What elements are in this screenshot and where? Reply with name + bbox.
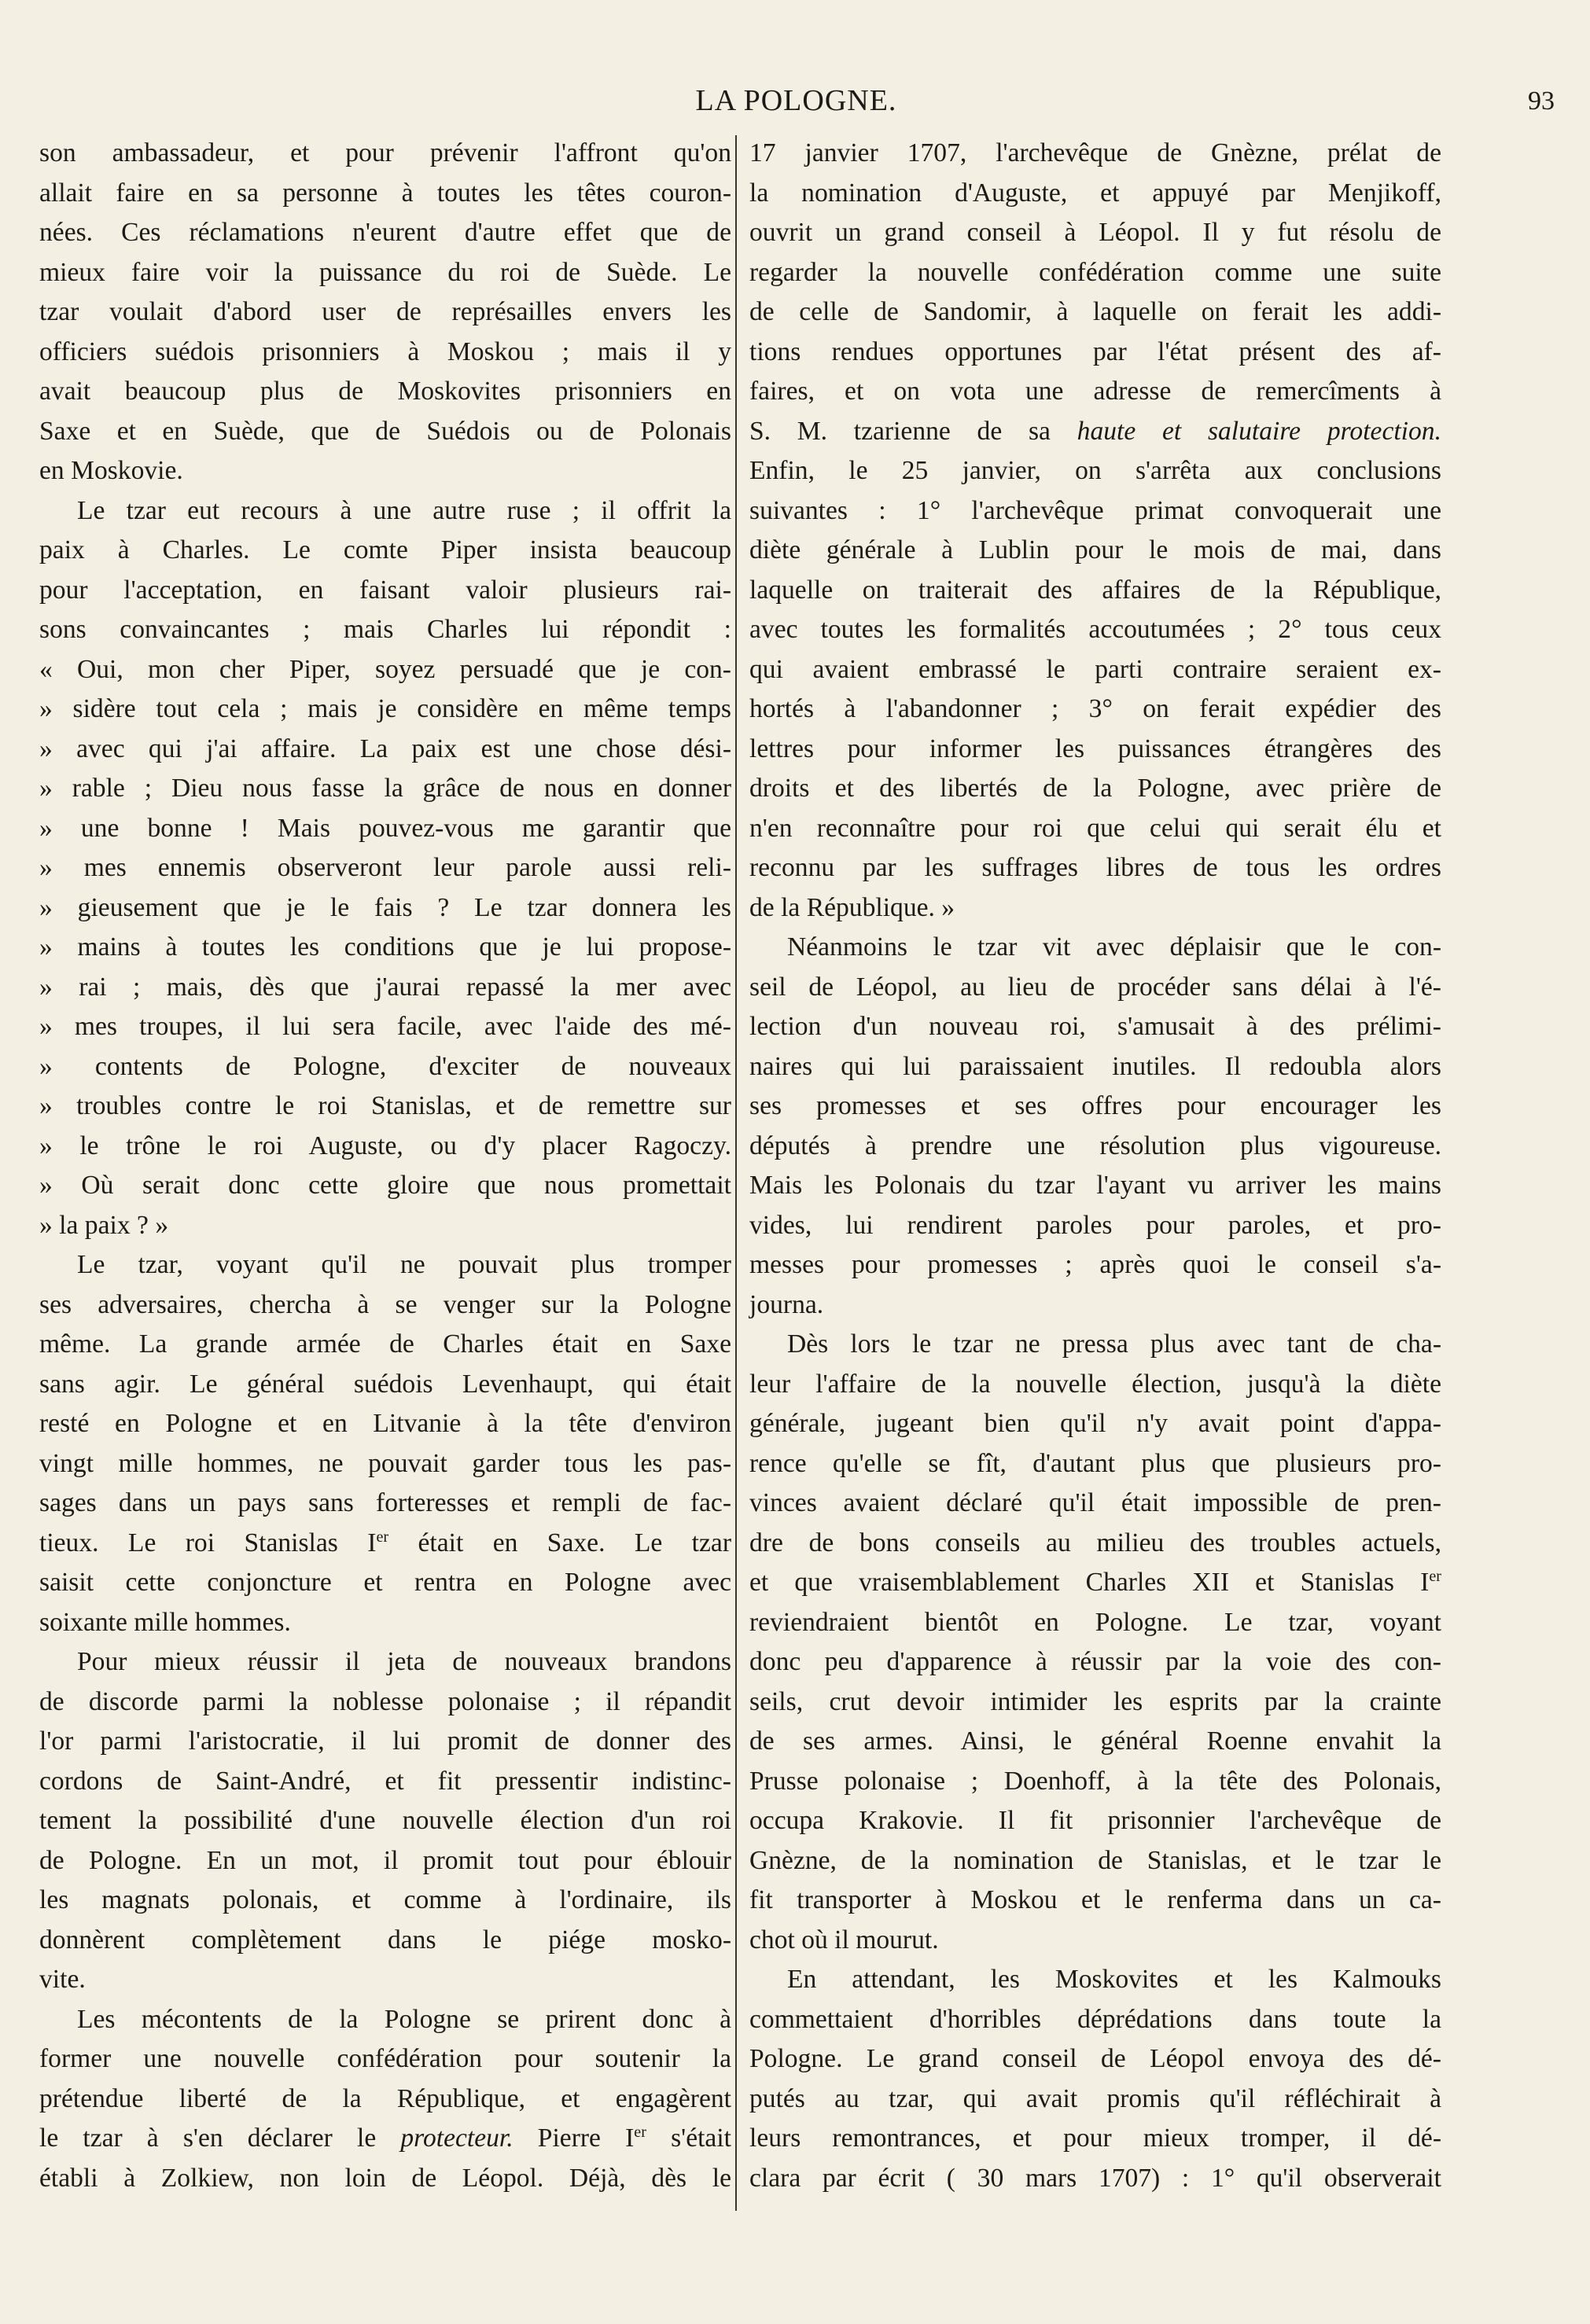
- line-text: » troubles contre le roi Stanislas, et de remettre sur: [39, 1091, 731, 1120]
- line-text: Pologne. Le grand conseil de Léopol envoya des dé-: [749, 2044, 1441, 2073]
- line-text: tions rendues opportunes par l'état présent des af-: [749, 336, 1441, 366]
- line-text: n'en reconnaître pour roi que celui qui serait élu et: [749, 813, 1441, 843]
- line-text: » Où serait donc cette gloire que nous promettait: [39, 1171, 731, 1200]
- line-text: » contents de Pologne, d'exciter de nouveaux: [39, 1051, 731, 1081]
- text-line: [749, 1404, 1441, 1444]
- text-line: [749, 1087, 1441, 1127]
- text-line: [749, 1127, 1441, 1167]
- left-column: [39, 134, 731, 2198]
- text-line: [39, 333, 731, 373]
- italic-text: protecteur.: [400, 2124, 513, 2153]
- line-text: reconnu par les suffrages libres de tous les ordres: [749, 853, 1441, 882]
- text-line: [39, 769, 731, 809]
- line-text: l'or parmi l'aristocratie, il lui promit de donner des: [39, 1726, 731, 1756]
- line-text: même. La grande armée de Charles était en Saxe: [39, 1329, 731, 1359]
- line-text: droits et des libertés de la Pologne, avec prière de: [749, 774, 1441, 803]
- text-line: [749, 1642, 1441, 1682]
- text-line: [749, 1365, 1441, 1405]
- line-text: vinces avaient déclaré qu'il était impossible de pren-: [749, 1488, 1441, 1517]
- line-text: ses promesses et ses offres pour encourager les: [749, 1091, 1441, 1120]
- text-line: [39, 1007, 731, 1047]
- line-text: laquelle on traiterait des affaires de la République,: [749, 575, 1441, 605]
- text-line: [749, 333, 1441, 373]
- line-text: vingt mille hommes, ne pouvait garder tous les pas-: [39, 1448, 731, 1478]
- line-text: En attendant, les Moskovites et les Kalmouks: [787, 1965, 1441, 1994]
- text-line: [749, 1245, 1441, 1285]
- text-line: [39, 1642, 731, 1682]
- text-line: [749, 1722, 1441, 1762]
- line-text: Le tzar, voyant qu'il ne pouvait plus tromper: [77, 1250, 731, 1279]
- line-text: députés à prendre une résolution plus vigoureuse.: [749, 1131, 1441, 1160]
- text-line: [39, 689, 731, 730]
- text-line: [39, 888, 731, 928]
- line-text: 17 janvier 1707, l'archevêque de Gnèzne, prélat de: [749, 138, 1441, 167]
- text-line: [39, 928, 731, 968]
- text-line: [749, 253, 1441, 293]
- text-line: [749, 848, 1441, 888]
- line-text: prétendue liberté de la République, et engagèrent: [39, 2083, 731, 2113]
- text-line: [39, 451, 731, 491]
- line-text: Pour mieux réussir il jeta de nouveaux brandons: [77, 1647, 731, 1676]
- line-text: pour l'acceptation, en faisant valoir plusieurs rai-: [39, 575, 731, 605]
- text-line: [749, 372, 1441, 412]
- text-line: [39, 1921, 731, 1961]
- line-text: sons convaincantes ; mais Charles lui répondit :: [39, 615, 731, 644]
- line-text: fit transporter à Moskou et le renferma dans un ca-: [749, 1885, 1441, 1914]
- line-text: clara par écrit ( 30 mars 1707) : 1° qu'il observerait: [749, 2163, 1441, 2193]
- line-text: » avec qui j'ai affaire. La paix est une chose dési-: [39, 734, 731, 763]
- text-line: [39, 174, 731, 214]
- line-text: » mes troupes, il lui sera facile, avec l'aide des mé-: [39, 1012, 731, 1041]
- text-line: [749, 928, 1441, 968]
- text-line: [749, 1841, 1441, 1881]
- text-line: [39, 1087, 731, 1127]
- text-line: [39, 1484, 731, 1524]
- text-line: [749, 1047, 1441, 1087]
- line-text: dre de bons conseils au milieu des troubles actuels,: [749, 1528, 1441, 1557]
- text-line: [749, 2039, 1441, 2079]
- text-line: [39, 1365, 731, 1405]
- line-text: de ses armes. Ainsi, le général Roenne envahit la: [749, 1726, 1441, 1756]
- page-header: [31, 83, 1561, 123]
- column-divider: [735, 135, 737, 2211]
- line-text: putés au tzar, qui avait promis qu'il réfléchirait à: [749, 2083, 1441, 2113]
- text-line: [39, 1404, 731, 1444]
- line-text: ouvrit un grand conseil à Léopol. Il y fut résolu de: [749, 218, 1441, 247]
- line-text: » gieusement que je le fais ? Le tzar donnera les: [39, 892, 731, 922]
- text-line: [749, 491, 1441, 531]
- text-line: [39, 610, 731, 650]
- text-line: [39, 2000, 731, 2040]
- line-text: S. M. tzarienne de sa: [749, 416, 1077, 446]
- line-text: de discorde parmi la noblesse polonaise ; il répandit: [39, 1686, 731, 1716]
- text-line: [749, 2159, 1441, 2199]
- text-line: [39, 1960, 731, 2000]
- line-text: sages dans un pays sans forteresses et rempli de fac-: [39, 1488, 731, 1517]
- text-line: [39, 1682, 731, 1723]
- line-text: messes pour promesses ; après quoi le conseil s'a-: [749, 1250, 1441, 1279]
- line-text: leur l'affaire de la nouvelle élection, jusqu'à la diète: [749, 1369, 1441, 1399]
- line-text: commettaient d'horribles déprédations dans toute la: [749, 2004, 1441, 2034]
- text-line: [39, 253, 731, 293]
- text-line: [39, 848, 731, 888]
- text-line: [749, 769, 1441, 809]
- line-text: rence qu'elle se fît, d'autant plus que plusieurs pro-: [749, 1448, 1441, 1478]
- line-text: son ambassadeur, et pour prévenir l'affront qu'on: [39, 138, 731, 167]
- line-text: » rable ; Dieu nous fasse la grâce de nous en donner: [39, 774, 731, 803]
- text-line: [39, 1524, 731, 1564]
- superscript: er: [634, 2123, 646, 2141]
- line-text: » mes ennemis observeront leur parole aussi reli-: [39, 853, 731, 882]
- text-line: [749, 531, 1441, 571]
- text-line: [749, 1444, 1441, 1484]
- line-text: reviendraient bientôt en Pologne. Le tzar, voyant: [749, 1607, 1441, 1637]
- line-text: vides, lui rendirent paroles pour paroles, et pro-: [749, 1210, 1441, 1240]
- line-text: Les mécontents de la Pologne se prirent donc à: [77, 2004, 731, 2034]
- line-text: ses adversaires, chercha à se venger sur la Pologne: [39, 1289, 731, 1319]
- text-line: [749, 1960, 1441, 2000]
- text-line: [39, 292, 731, 333]
- line-text: allait faire en sa personne à toutes les têtes couron-: [39, 178, 731, 208]
- line-text: regarder la nouvelle confédération comme une suite: [749, 257, 1441, 287]
- text-line: [749, 451, 1441, 491]
- text-line: [39, 2159, 731, 2199]
- text-line: [39, 2119, 731, 2159]
- text-line: [749, 134, 1441, 174]
- text-line: [749, 1166, 1441, 1206]
- line-text: le tzar à s'en déclarer le: [39, 2124, 401, 2153]
- line-text: tement la possibilité d'une nouvelle élection d'un roi: [39, 1806, 731, 1835]
- line-text: mieux faire voir la puissance du roi de Suède. Le: [39, 257, 731, 287]
- text-line: [39, 1166, 731, 1206]
- line-text: « Oui, mon cher Piper, soyez persuadé que je con-: [39, 654, 731, 684]
- text-line: [749, 1921, 1441, 1961]
- text-line: [749, 2000, 1441, 2040]
- text-line: [39, 1127, 731, 1167]
- line-text: nées. Ces réclamations n'eurent d'autre effet que de: [39, 218, 731, 247]
- line-text: » le trône le roi Auguste, ou d'y placer Ragoczy.: [39, 1131, 731, 1160]
- line-text: sans agir. Le général suédois Levenhaupt, qui était: [39, 1369, 731, 1399]
- text-line: [749, 292, 1441, 333]
- text-line: [39, 1325, 731, 1365]
- text-line: [39, 571, 731, 611]
- text-line: [39, 1206, 731, 1246]
- text-line: [749, 1563, 1441, 1603]
- line-text: de celle de Sandomir, à laquelle on ferait les addi-: [749, 297, 1441, 326]
- line-text: tieux. Le roi Stanislas I: [39, 1528, 377, 1557]
- line-text: saisit cette conjoncture et rentra en Pologne avec: [39, 1568, 731, 1597]
- line-text: seils, crut devoir intimider les esprits par la crainte: [749, 1686, 1441, 1716]
- text-line: [39, 1245, 731, 1285]
- line-text: journa.: [749, 1289, 824, 1319]
- line-text: » la paix ? »: [39, 1210, 169, 1240]
- line-text: donnèrent complètement dans le piége mosko-: [39, 1925, 731, 1954]
- line-text: de Pologne. En un mot, il promit tout pour éblouir: [39, 1845, 731, 1875]
- text-line: [39, 730, 731, 770]
- line-text: officiers suédois prisonniers à Moskou ; mais il y: [39, 336, 731, 366]
- text-line: [39, 1563, 731, 1603]
- text-line: [749, 2119, 1441, 2159]
- line-text: » rai ; mais, dès que j'aurai repassé la mer avec: [39, 972, 731, 1002]
- line-text: seil de Léopol, au lieu de procéder sans délai à l'é-: [749, 972, 1441, 1002]
- text-line: [749, 1285, 1441, 1326]
- text-line: [39, 650, 731, 690]
- text-line: [39, 1881, 731, 1921]
- text-line: [39, 213, 731, 253]
- line-text: » une bonne ! Mais pouvez-vous me garantir que: [39, 813, 731, 843]
- text-line: [39, 2039, 731, 2079]
- text-line: [749, 1484, 1441, 1524]
- line-text: resté en Pologne et en Litvanie à la tête d'environ: [39, 1409, 731, 1438]
- line-text: diète générale à Lublin pour le mois de mai, dans: [749, 535, 1441, 564]
- line-text: lettres pour informer les puissances étrangères des: [749, 734, 1441, 763]
- text-line: [39, 1603, 731, 1643]
- text-line: [39, 372, 731, 412]
- text-line: [749, 888, 1441, 928]
- text-line: [749, 1762, 1441, 1802]
- text-line: [749, 809, 1441, 849]
- line-text: Le tzar eut recours à une autre ruse ; il offrit la: [77, 495, 731, 525]
- text-line: [39, 1444, 731, 1484]
- text-line: [749, 689, 1441, 730]
- line-text: Prusse polonaise ; Doenhoff, à la tête des Polonais,: [749, 1766, 1441, 1796]
- line-text: cordons de Saint-André, et fit pressentir indistinc-: [39, 1766, 731, 1796]
- line-text: vite.: [39, 1965, 86, 1994]
- line-text: chot où il mourut.: [749, 1925, 939, 1954]
- line-text: avait beaucoup plus de Moskovites prisonniers en: [39, 377, 731, 406]
- text-line: [749, 571, 1441, 611]
- line-text: Mais les Polonais du tzar l'ayant vu arriver les mains: [749, 1171, 1441, 1200]
- line-text: soixante mille hommes.: [39, 1607, 291, 1637]
- text-line: [749, 1325, 1441, 1365]
- line-text: et que vraisemblablement Charles XII et Stanislas I: [749, 1568, 1430, 1597]
- line-text: qui avaient embrassé le parti contraire seraient ex-: [749, 654, 1441, 684]
- text-line: [749, 1007, 1441, 1047]
- line-text: générale, jugeant bien qu'il n'y avait point d'appa-: [749, 1409, 1441, 1438]
- text-line: [39, 1841, 731, 1881]
- line-text: donc peu d'apparence à réussir par la voie des con-: [749, 1647, 1441, 1676]
- text-line: [39, 134, 731, 174]
- superscript: er: [376, 1528, 389, 1546]
- line-text: leurs remontrances, et pour mieux tromper, il dé-: [749, 2124, 1441, 2153]
- text-line: [39, 491, 731, 531]
- line-text: Pierre I: [513, 2124, 635, 2153]
- line-text: naires qui lui paraissaient inutiles. Il redoubla alors: [749, 1051, 1441, 1081]
- superscript: er: [1429, 1567, 1441, 1585]
- text-line: [39, 1762, 731, 1802]
- text-line: [39, 531, 731, 571]
- text-line: [39, 1285, 731, 1326]
- text-line: [749, 730, 1441, 770]
- italic-text: haute et salutaire protection.: [1077, 416, 1441, 446]
- right-column: [749, 134, 1441, 2198]
- text-line: [749, 1682, 1441, 1723]
- line-text: » sidère tout cela ; mais je considère en même temps: [39, 694, 731, 723]
- line-text: occupa Krakovie. Il fit prisonnier l'archevêque de: [749, 1806, 1441, 1835]
- text-line: [749, 1524, 1441, 1564]
- text-line: [749, 2079, 1441, 2120]
- line-text: s'était: [646, 2124, 731, 2153]
- text-line: [749, 968, 1441, 1008]
- text-line: [39, 1047, 731, 1087]
- line-text: Saxe et en Suède, que de Suédois ou de Polonais: [39, 416, 731, 446]
- text-line: [39, 1722, 731, 1762]
- line-text: faires, et on vota une adresse de remercîments à: [749, 377, 1441, 406]
- line-text: former une nouvelle confédération pour soutenir la: [39, 2044, 731, 2073]
- text-line: [749, 1801, 1441, 1841]
- text-line: [39, 2079, 731, 2120]
- text-line: [749, 1206, 1441, 1246]
- running-title: LA POLOGNE.: [695, 84, 897, 117]
- text-line: [749, 174, 1441, 214]
- page-number: 93: [1528, 86, 1555, 116]
- line-text: avec toutes les formalités accoutumées ; 2° tous ceux: [749, 615, 1441, 644]
- line-text: paix à Charles. Le comte Piper insista beaucoup: [39, 535, 731, 564]
- text-line: [39, 1801, 731, 1841]
- line-text: Néanmoins le tzar vit avec déplaisir que le con-: [787, 932, 1441, 962]
- text-line: [39, 412, 731, 452]
- text-line: [39, 968, 731, 1008]
- text-line: [39, 809, 731, 849]
- text-line: [749, 213, 1441, 253]
- line-text: hortés à l'abandonner ; 3° on ferait expédier des: [749, 694, 1441, 723]
- line-text: les magnats polonais, et comme à l'ordinaire, ils: [39, 1885, 731, 1914]
- line-text: Gnèzne, de la nomination de Stanislas, et le tzar le: [749, 1845, 1441, 1875]
- line-text: établi à Zolkiew, non loin de Léopol. Déjà, dès le: [39, 2163, 731, 2193]
- line-text: suivantes : 1° l'archevêque primat convoquerait une: [749, 495, 1441, 525]
- line-text: lection d'un nouveau roi, s'amusait à des prélimi-: [749, 1012, 1441, 1041]
- text-line: [749, 1881, 1441, 1921]
- line-text: Dès lors le tzar ne pressa plus avec tant de cha-: [787, 1329, 1441, 1359]
- line-text: Enfin, le 25 janvier, on s'arrêta aux conclusions: [749, 456, 1441, 485]
- line-text: en Moskovie.: [39, 456, 183, 485]
- line-text: de la République. »: [749, 892, 955, 922]
- line-text: la nomination d'Auguste, et appuyé par Menjikoff,: [749, 178, 1441, 208]
- line-text: tzar voulait d'abord user de représailles envers les: [39, 297, 731, 326]
- text-line: [749, 1603, 1441, 1643]
- line-text: était en Saxe. Le tzar: [388, 1528, 732, 1557]
- text-line: [749, 610, 1441, 650]
- text-line: [749, 412, 1441, 452]
- text-line: [749, 650, 1441, 690]
- line-text: » mains à toutes les conditions que je lui propose-: [39, 932, 731, 962]
